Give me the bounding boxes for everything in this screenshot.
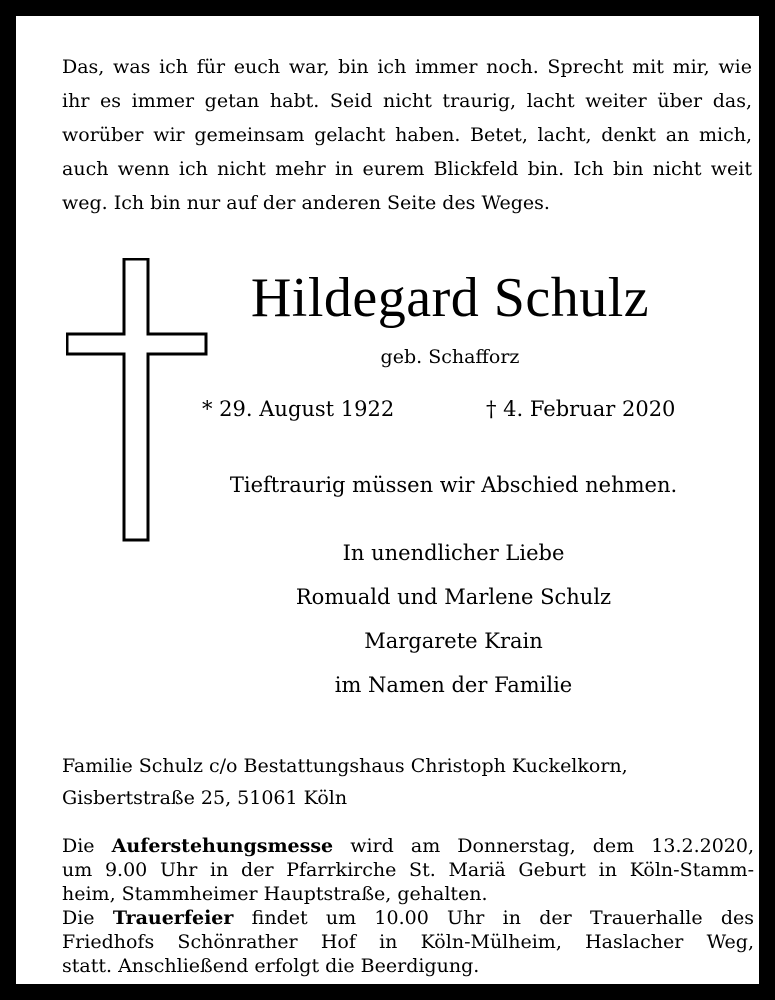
death-date: † 4. Februar 2020 <box>486 397 676 421</box>
service-text: wird am Donnerstag, dem 13.2.2020, <box>333 835 754 857</box>
service-line <box>62 834 754 858</box>
quote-line: worüber wir gemeinsam gelacht haben. Betet, lacht, denkt an mich, <box>62 124 752 146</box>
service-line: heim, Stammheimer Hauptstraße, gehalten. <box>62 883 488 905</box>
service-text: Die <box>62 907 113 929</box>
maiden-name: geb. Schafforz <box>380 346 520 368</box>
service-text: findet um 10.00 Uhr in der Trauerhalle des <box>233 907 754 929</box>
mourner-line: im Namen der Familie <box>334 673 573 697</box>
service-line <box>62 906 754 930</box>
address-line: Gisbertstraße 25, 51061 Köln <box>62 787 348 809</box>
service-details <box>62 834 754 978</box>
mourner-line: Margarete Krain <box>364 629 543 653</box>
farewell-message: Tieftraurig müssen wir Abschied nehmen. <box>229 473 678 497</box>
quote-line: weg. Ich bin nur auf der anderen Seite des Weges. <box>62 192 550 214</box>
memorial-quote <box>62 50 752 220</box>
service-line: statt. Anschließend erfolgt die Beerdigung. <box>62 955 480 977</box>
mourner-line: In unendlicher Liebe <box>342 541 565 565</box>
deceased-name: Hildegard Schulz <box>250 267 650 329</box>
quote-line: auch wenn ich nicht mehr in eurem Blickfeld bin. Ich bin nicht weit <box>62 158 752 180</box>
service-line: Friedhofs Schönrather Hof in Köln-Mülheim, Haslacher Weg, <box>62 931 754 953</box>
funeral-label: Trauerfeier <box>112 907 234 929</box>
contact-address <box>62 750 754 814</box>
mourner-line: Romuald und Marlene Schulz <box>295 585 612 609</box>
birth-date: * 29. August 1922 <box>202 397 395 421</box>
service-text: Die <box>62 835 112 857</box>
quote-line: ihr es immer getan habt. Seid nicht traurig, lacht weiter über das, <box>62 90 752 112</box>
service-line: um 9.00 Uhr in der Pfarrkirche St. Mariä Geburt in Köln-Stamm- <box>62 859 754 881</box>
quote-line: Das, was ich für euch war, bin ich immer noch. Sprecht mit mir, wie <box>62 56 752 78</box>
address-line: Familie Schulz c/o Bestattungshaus Christoph Kuckelkorn, <box>62 755 628 777</box>
mass-label: Auferstehungsmesse <box>111 835 334 857</box>
